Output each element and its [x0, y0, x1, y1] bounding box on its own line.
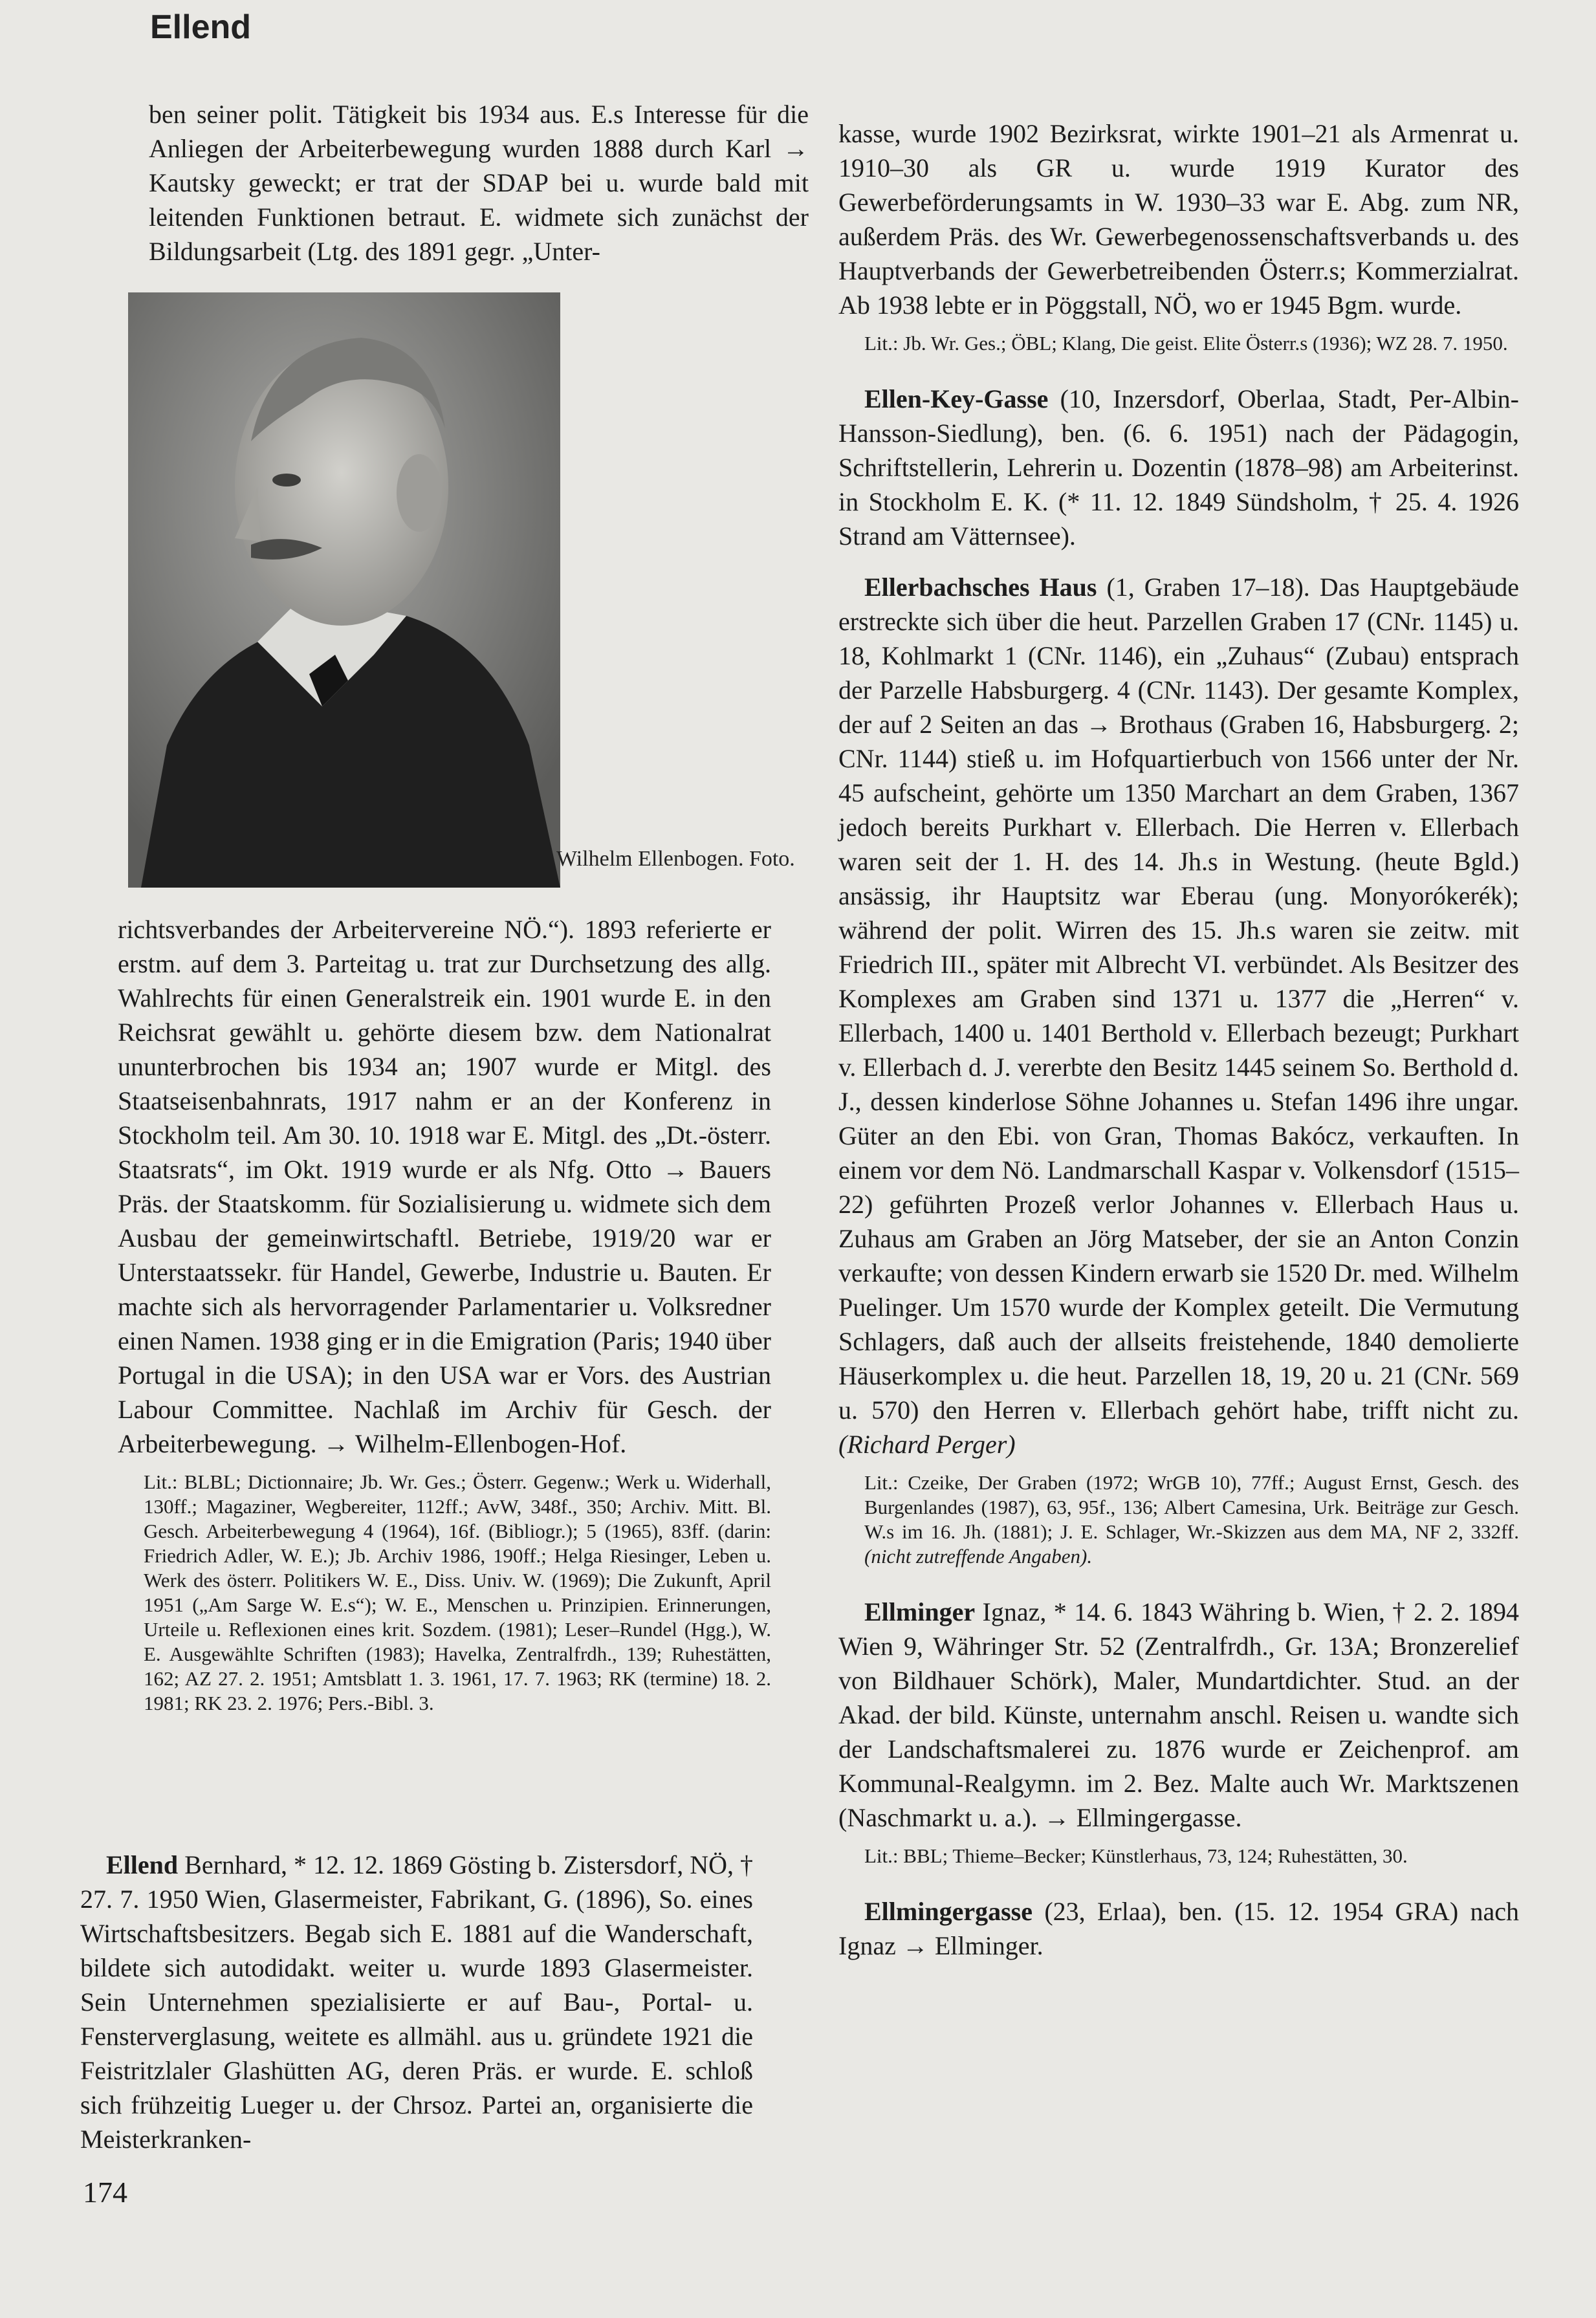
lemma-ellminger: Ellminger [864, 1597, 976, 1626]
entry-ellerbach-author: (Richard Perger) [838, 1430, 1016, 1459]
intro-paragraph: ben seiner polit. Tätigkeit bis 1934 aus. E.s Interesse für die Anliegen der Arbeiterbewegung wurden 1888 durch Karl → Kautsky geweckt; er trat der SDAP bei u. wurde bald mit leitenden Funktionen betraut. E. widmete sich zunächst der Bildungsarbeit (Ltg. des 1891 gegr. „Unter- [149, 100, 809, 266]
literature-ellerbach [864, 1471, 1519, 1569]
left-column-top [149, 97, 809, 278]
literature-ellend: Lit.: Jb. Wr. Ges.; ÖBL; Klang, Die geist. Elite Österr.s (1936); WZ 28. 7. 1950. [864, 332, 1508, 355]
entry-ellen-key-text: (10, Inzersdorf, Oberlaa, Stadt, Per-Albin-Hansson-Siedlung), ben. (6. 6. 1951) nach der Pädagogin, Schriftstellerin, Lehrerin u. Dozentin (1878–98) am Arbeiterinst. in Stockholm E. K. (* 11. 12. 1849 Sündsholm, † 25. 4. 1926 Strand am Vätternsee). [838, 384, 1519, 551]
photo-caption: Wilhelm Ellenbogen. Foto. [556, 847, 795, 871]
literature-ellminger: Lit.: BBL; Thieme–Becker; Künstlerhaus, 73, 124; Ruhestätten, 30. [864, 1844, 1408, 1867]
running-head: Ellend [150, 8, 252, 46]
lemma-ellerbachsches-haus: Ellerbachsches Haus [864, 573, 1097, 602]
portrait-figure [128, 292, 807, 904]
lemma-ellmingergasse: Ellmingergasse [864, 1897, 1033, 1926]
lemma-ellend: Ellend [106, 1850, 179, 1879]
continued-paragraph: richtsverbandes der Arbeitervereine NÖ.“). 1893 referierte er erstm. auf dem 3. Parteitag u. trat zur Durchsetzung des allg. Wahlrechts für einen Generalstreik ein. 1901 wurde E. in den Reichsrat gewählt u. gehörte diesem bzw. dem Nationalrat ununterbrochen bis 1934 an; 1907 wurde er Mitgl. des Staatseisenbahnrats, 1917 nahm er an der Konferenz in Stockholm teil. Am 30. 10. 1918 war E. Mitgl. des „Dt.-österr. Staatsrats“, im Okt. 1919 wurde er als Nfg. Otto → Bauers Präs. der Staatskomm. für Sozialisierung u. widmete sich dem Ausbau der gemeinwirtschaftl. Betriebe, 1919/20 war er Unterstaatssekr. für Handel, Gewerbe, Industrie u. Bauten. Er machte sich als hervorragender Parlamentarier u. Volksredner einen Namen. 1938 ging er in die Emigration (Paris; 1940 über Portugal in die USA); in den USA war er Vors. des Austrian Labour Committee. Nachlaß im Archiv für Gesch. der Arbeiterbewegung. → Wilhelm-Ellenbogen-Hof. [118, 915, 771, 1458]
literature-ellerbach-text: Lit.: Czeike, Der Graben (1972; WrGB 10), 77ff.; August Ernst, Gesch. des Burgenlandes (1987), 63, 95f., 136; Albert Camesina, Urk. Beiträge zur Gesch. W.s im 16. Jh. (1881); J. E. Schlager, Wr.-Skizzen aus dem MA, NF 2, 332ff. [864, 1471, 1519, 1543]
page-number: 174 [83, 2176, 127, 2209]
entry-ellmingergasse [838, 1894, 1519, 1963]
entry-ellerbach-text: (1, Graben 17–18). Das Hauptgebäude erstreckte sich über die heut. Parzellen Graben 17 (CNr. 1145) u. 18, Kohlmarkt 1 (CNr. 1146), ein „Zuhaus“ (Zubau) entsprach der Parzelle Habsburgerg. 4 (CNr. 1143). Der gesamte Komplex, der auf 2 Seiten an das → Brothaus (Graben 16, Habsburgerg. 2; CNr. 1144) stieß u. im Hofquartierbuch von 1566 unter der Nr. 45 aufscheint, gehörte um 1350 Marchart an dem Graben, 1367 jedoch bereits Purkhart v. Ellerbach. Die Herren v. Ellerbach waren seit der 1. H. des 14. Jh.s in Westung. (heute Bgld.) ansässig, ihr Hauptsitz war Eberau (ung. Monyorókerék); während der polit. Wirren des 15. Jh.s waren sie zeitw. mit Friedrich III., später mit Albrecht VI. verbündet. Als Besitzer des Komplexes am Graben sind 1371 u. 1377 die „Herren“ v. Ellerbach, 1400 u. 1401 Berthold v. Ellerbach bezeugt; Purkhart v. Ellerbach d. J. vererbte den Besitz 1445 seinem So. Berthold d. J., dessen kinderlose Söhne Johannes u. Stefan 1496 ihre ungar. Güter an den Ebi. von Gran, Thomas Bakócz, verkauften. In einem vor dem Nö. Landmarschall Kaspar v. Volkensdorf (1515–22) geführten Prozeß verlor Johannes v. Ellerbach Haus u. Zuhaus am Graben an Jörg Matseber, der sie an Anton Conzin verkaufte; von dessen Kindern erwarb sie 1520 Dr. med. Wilhelm Puelinger. Um 1570 wurde der Komplex geteilt. Die Vermutung Schlagers, daß auch der allseits freistehende, 1840 demolierte Häuserkomplex u. die heut. Parzellen 18, 19, 20 u. 21 (CNr. 569 u. 570) den Herren v. Ellerbach gehört habe, trifft nicht zu. [838, 573, 1519, 1425]
literature-ellerbach-note: (nicht zutreffende Angaben). [864, 1545, 1093, 1568]
left-column-bottom [118, 912, 771, 1742]
entry-ellmingergasse-text: (23, Erlaa), ben. (15. 12. 1954 GRA) nach Ignaz → Ellminger. [838, 1897, 1519, 1960]
right-column [838, 116, 1519, 1972]
entry-ellen-key-gasse [838, 382, 1519, 553]
entry-ellminger-text: Ignaz, * 14. 6. 1843 Währing b. Wien, † 2. 2. 1894 Wien 9, Währinger Str. 52 (Zentralfrdh., Gr. 13A; Bronzerelief von Bildhauer Schörk), Maler, Mundartdichter. Stud. an der Akad. der bild. Künste, unternahm anschl. Reisen u. wandte sich der Landschaftsmalerei zu. 1876 wurde er Zeichenprof. am Kommunal-Realgymn. im 2. Bez. Malte auch Wr. Marktszenen (Naschmarkt u. a.). → Ellmingergasse. [838, 1597, 1519, 1832]
entry-ellerbachsches-haus [838, 570, 1519, 1461]
left-column-entry [80, 1831, 753, 2165]
entry-ellend [80, 1848, 753, 2156]
entry-ellend-text: Bernhard, * 12. 12. 1869 Gösting b. Zistersdorf, NÖ, † 27. 7. 1950 Wien, Glasermeister, Fabrikant, G. (1896), So. eines Wirtschaftsbesitzers. Begab sich E. 1881 auf die Wanderschaft, bildete sich autodidakt. weiter u. wurde 1893 Glasermeister. Sein Unternehmen spezialisierte er auf Bau-, Portal- u. Fensterverglasung, weitete es allmähl. aus u. gründete 1921 die Feistritzlaler Glashütten AG, deren Präs. er wurde. E. schloß sich frühzeitig Lueger u. der Chrsoz. Partei an, organisierte die Meisterkranken- [80, 1850, 753, 2154]
entry-ellminger [838, 1595, 1519, 1835]
portrait-photo [128, 292, 560, 888]
literature-ellenbogen: Lit.: BLBL; Dictionnaire; Jb. Wr. Ges.; Österr. Gegenw.; Werk u. Widerhall, 130ff.; Magaziner, Wegbereiter, 112ff.; AvW, 348f., 350; Archiv. Mitt. Bl. Gesch. Arbeiterbewegung 4 (1964), 16f. (Bibliogr.); 5 (1965), 83ff. (darin: Friedrich Adler, W. E.); Jb. Archiv 1986, 190ff.; Helga Riesinger, Leben u. Werk des österr. Politikers W. E., Diss. Univ. W. (1969); Die Zukunft, April 1951 („Am Sarge W. E.s“); W. E., Menschen u. Prinzipien. Erinnerungen, Urteile u. Reflexionen eines krit. Sozdem. (1981); Leser–Rundel (Hgg.), W. E. Ausgewählte Schriften (1983); Havelka, Zentralfrdh., 139; Ruhestätten, 162; AZ 27. 2. 1951; Amtsblatt 1. 3. 1961, 17. 7. 1963; RK (termine) 18. 2. 1981; RK 23. 2. 1976; Pers.-Bibl. 3. [144, 1471, 771, 1714]
right-continued-paragraph: kasse, wurde 1902 Bezirksrat, wirkte 1901–21 als Armenrat u. 1910–30 als GR u. wurde 1919 Kurator des Gewerbeförderungsamts in W. 1930–33 war E. Abg. zum NR, außerdem Präs. des Wr. Gewerbegenossenschaftsverbands u. des Hauptverbands der Gewerbetreibenden Österr.s; Kommerzialrat. Ab 1938 lebte er in Pöggstall, NÖ, wo er 1945 Bgm. wurde. [838, 119, 1519, 320]
lemma-ellen-key-gasse: Ellen-Key-Gasse [864, 384, 1049, 413]
